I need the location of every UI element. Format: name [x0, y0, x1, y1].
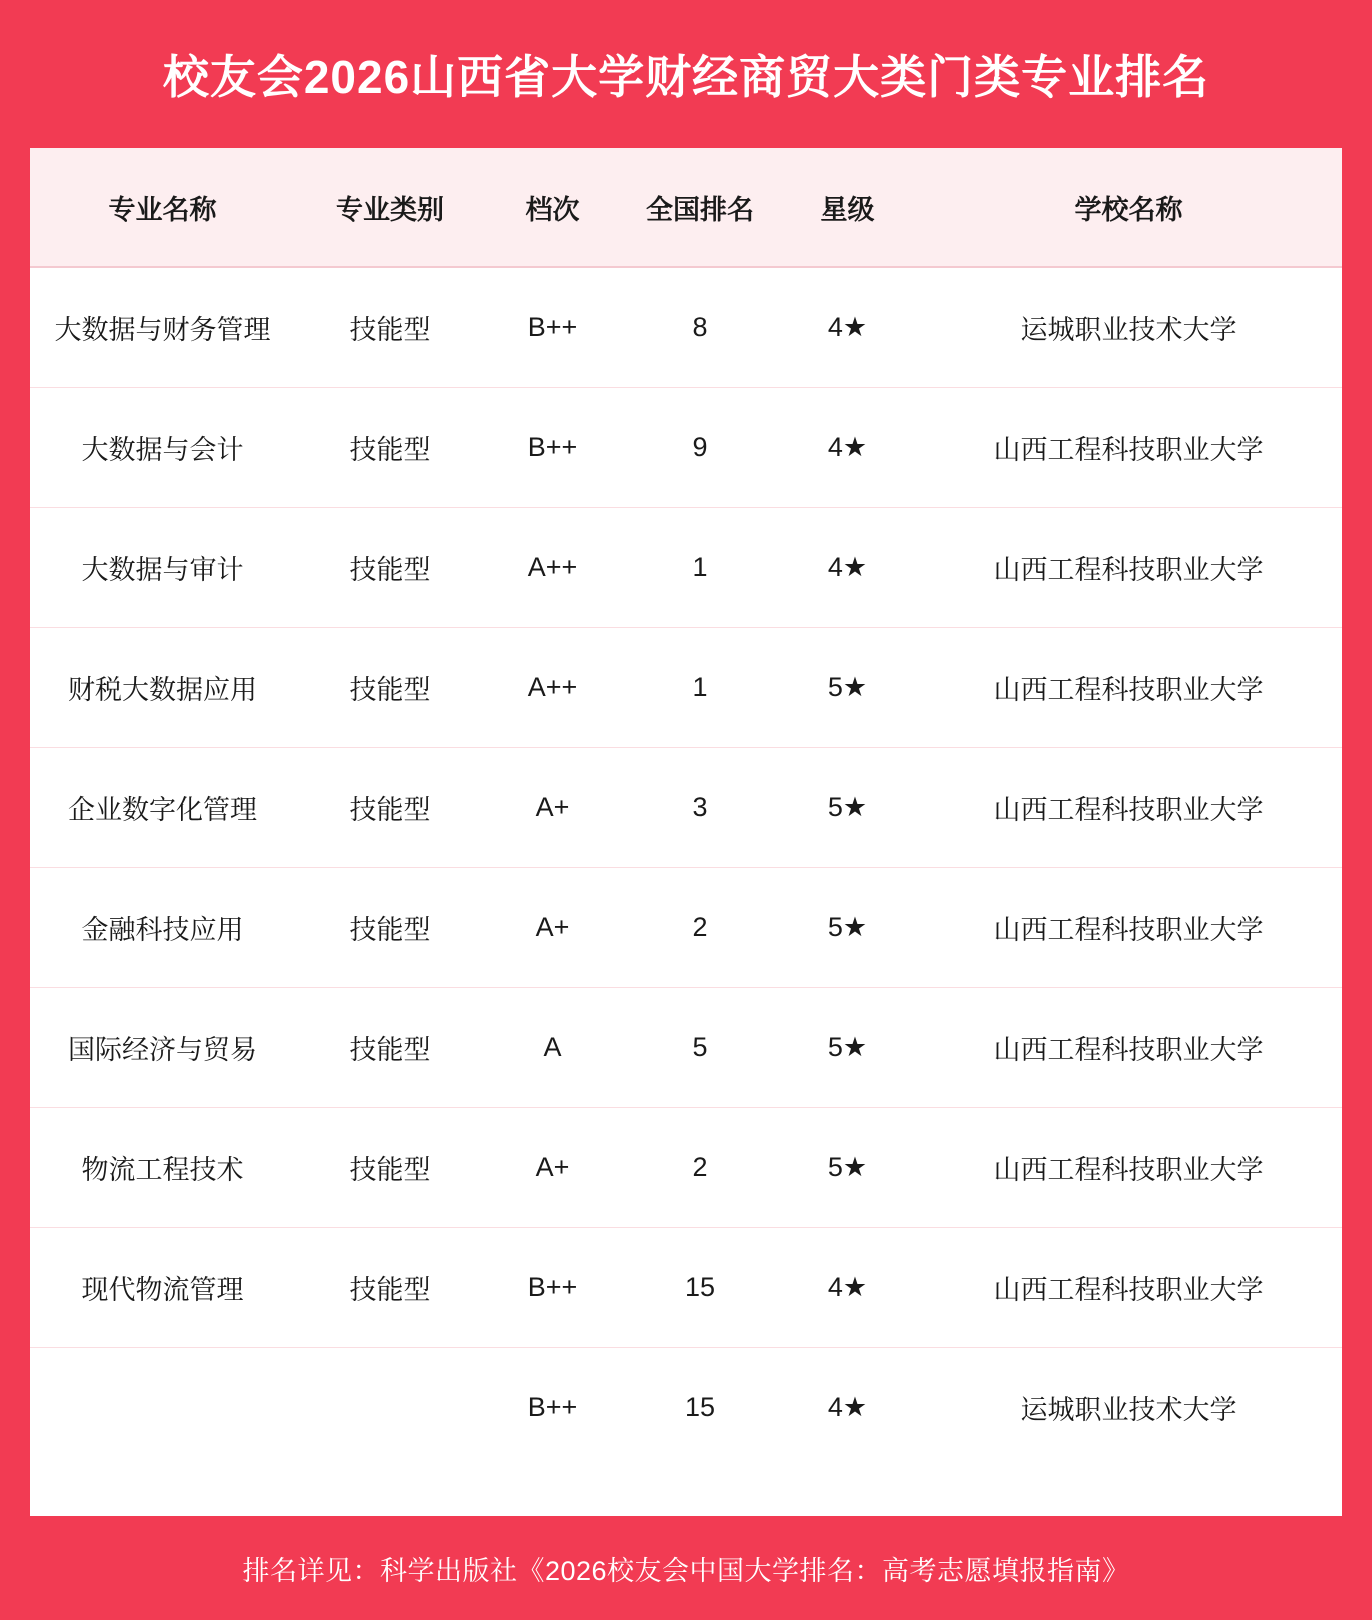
cell-major: 现代物流管理 — [30, 1228, 295, 1348]
cell-grade: B++ — [485, 267, 620, 388]
table-body — [30, 267, 1342, 1467]
cell-school: 运城职业技术大学 — [1020, 1395, 1237, 1425]
cell-stars: 5★ — [780, 748, 915, 868]
cell-major: 国际经济与贸易 — [30, 988, 295, 1108]
column-header-rank: 全国排名 — [620, 148, 780, 267]
cell-stars: 4★ — [827, 1392, 868, 1422]
cell-type — [295, 1348, 485, 1468]
cell-school: 山西工程科技职业大学 — [915, 748, 1342, 868]
cell-type: 技能型 — [295, 988, 485, 1108]
cell-type: 技能型 — [295, 628, 485, 748]
cell-type: 技能型 — [295, 267, 485, 388]
cell-school: 山西工程科技职业大学 — [915, 628, 1342, 748]
cell-major — [30, 1348, 295, 1468]
ranking-table — [30, 148, 1342, 1467]
cell-type: 技能型 — [295, 1228, 485, 1348]
column-header-stars: 星级 — [780, 148, 915, 267]
page-header — [0, 0, 1372, 148]
table-row — [30, 988, 1342, 1108]
cell-major: 物流工程技术 — [30, 1108, 295, 1228]
cell-grade: B++ — [485, 1228, 620, 1348]
cell-stars: 4★ — [780, 1228, 915, 1348]
cell-grade: A+ — [485, 868, 620, 988]
cell-stars: 5★ — [780, 628, 915, 748]
cell-major: 企业数字化管理 — [30, 748, 295, 868]
table-row — [30, 388, 1342, 508]
cell-major: 大数据与会计 — [30, 388, 295, 508]
cell-school: 山西工程科技职业大学 — [915, 1108, 1342, 1228]
column-header-grade: 档次 — [485, 148, 620, 267]
cell-rank: 9 — [620, 388, 780, 508]
cell-school: 山西工程科技职业大学 — [915, 388, 1342, 508]
footer-note: 排名详见：科学出版社《2026校友会中国大学排名：高考志愿填报指南》 — [242, 1555, 1130, 1586]
table-row — [30, 1228, 1342, 1348]
cell-stars: 5★ — [780, 988, 915, 1108]
cell-grade: A++ — [485, 628, 620, 748]
cell-rank: 8 — [620, 267, 780, 388]
cell-grade: A++ — [485, 508, 620, 628]
table-row — [30, 1348, 1342, 1468]
cell-major: 大数据与审计 — [30, 508, 295, 628]
table-row — [30, 508, 1342, 628]
table-row — [30, 1108, 1342, 1228]
cell-stars: 4★ — [780, 388, 915, 508]
cell-major: 财税大数据应用 — [30, 628, 295, 748]
cell-type: 技能型 — [295, 868, 485, 988]
cell-stars: 5★ — [780, 1108, 915, 1228]
cell-rank: 1 — [620, 628, 780, 748]
page-footer — [0, 1516, 1372, 1620]
cell-rank: 5 — [620, 988, 780, 1108]
cell-rank: 15 — [684, 1392, 716, 1422]
column-header-school: 学校名称 — [915, 148, 1342, 267]
cell-school: 山西工程科技职业大学 — [915, 1228, 1342, 1348]
cell-grade: A+ — [485, 748, 620, 868]
cell-major: 大数据与财务管理 — [30, 267, 295, 388]
cell-major: 金融科技应用 — [30, 868, 295, 988]
table-row — [30, 628, 1342, 748]
column-header-type: 专业类别 — [295, 148, 485, 267]
cell-type: 技能型 — [295, 1108, 485, 1228]
table-header-row — [30, 148, 1342, 267]
cell-stars: 4★ — [780, 267, 915, 388]
cell-school: 运城职业技术大学 — [915, 267, 1342, 388]
column-header-major: 专业名称 — [30, 148, 295, 267]
cell-school: 山西工程科技职业大学 — [915, 868, 1342, 988]
cell-rank: 15 — [620, 1228, 780, 1348]
cell-school: 山西工程科技职业大学 — [915, 508, 1342, 628]
table-header — [30, 148, 1342, 267]
cell-type: 技能型 — [295, 748, 485, 868]
cell-rank: 1 — [620, 508, 780, 628]
table-row — [30, 267, 1342, 388]
cell-stars: 5★ — [780, 868, 915, 988]
table-row — [30, 868, 1342, 988]
ranking-table-container — [30, 148, 1342, 1516]
cell-rank: 3 — [620, 748, 780, 868]
cell-rank: 2 — [620, 868, 780, 988]
cell-grade: A — [485, 988, 620, 1108]
cell-stars: 4★ — [780, 508, 915, 628]
cell-school: 山西工程科技职业大学 — [915, 988, 1342, 1108]
cell-grade: B++ — [485, 388, 620, 508]
cell-grade: B++ — [527, 1392, 578, 1422]
cell-type: 技能型 — [295, 508, 485, 628]
cell-type: 技能型 — [295, 388, 485, 508]
table-row — [30, 748, 1342, 868]
cell-rank: 2 — [620, 1108, 780, 1228]
page-title: 校友会2026山西省大学财经商贸大类门类专业排名 — [162, 51, 1210, 103]
cell-grade: A+ — [485, 1108, 620, 1228]
